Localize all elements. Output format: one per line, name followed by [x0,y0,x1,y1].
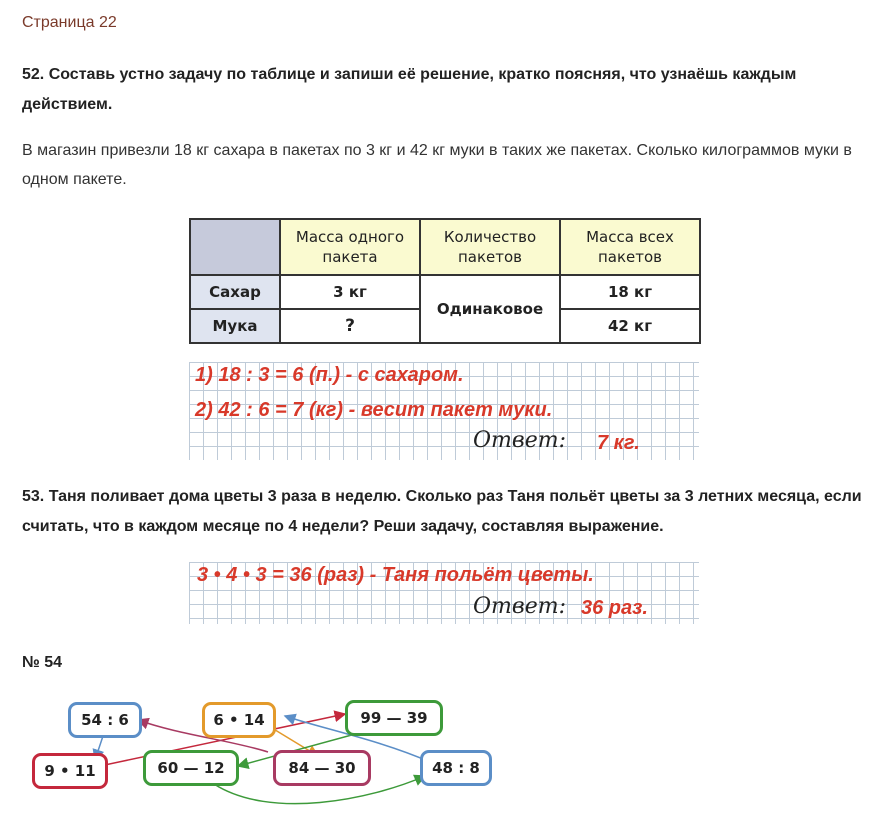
node-84-minus-30: 84 — 30 [273,750,371,786]
table-header-mass-one: Масса одного пакета [280,219,420,275]
node-54-div-6: 54 : 6 [68,702,142,738]
cell-count-merged: Одинаковое [420,275,560,343]
answer-value-53: 36 раз. [581,597,648,619]
data-table [189,218,701,344]
solution-53-line: 3 • 4 • 3 = 36 (раз) - Таня польёт цветы. [197,564,594,586]
cell-sugar-mass-one: 3 кг [280,275,420,309]
solution-grid-52 [189,362,699,460]
node-60-minus-12: 60 — 12 [143,750,239,786]
table-header-mass-all: Масса всех пакетов [560,219,700,275]
node-9-mul-11: 9 • 11 [32,753,108,789]
answer-label-52: Ответ: [473,428,566,453]
task-53-heading: 53. Таня поливает дома цветы 3 раза в неделю. Сколько раз Таня польёт цветы за 3 летних месяца, если считать, что в каждом месяце по 4 недели? Реши задачу, составляя выражение. [22,488,862,535]
task-52-heading: 52. Составь устно задачу по таблице и запиши её решение, кратко поясняя, что узнаёшь каждым действием. [22,66,797,113]
page-title: Страница 22 [22,14,117,31]
node-48-div-8: 48 : 8 [420,750,492,786]
cell-sugar-total: 18 кг [560,275,700,309]
row-label-sugar: Сахар [190,275,280,309]
row-label-flour: Мука [190,309,280,343]
task-52-text: В магазин привезли 18 кг сахара в пакетах по 3 кг и 42 кг муки в таких же пакетах. Сколько килограммов муки в одном пакете. [22,142,852,188]
solution-grid-53 [189,562,699,624]
table-corner-cell [190,219,280,275]
task-54-heading: № 54 [22,654,63,671]
cell-flour-mass-one: ? [280,309,420,343]
answer-label-53: Ответ: [473,594,566,619]
solution-line-2: 2) 42 : 6 = 7 (кг) - весит пакет муки. [195,399,553,421]
table-header-count: Количество пакетов [420,219,560,275]
node-99-minus-39: 99 — 39 [345,700,443,736]
answer-value-52: 7 кг. [597,432,640,454]
solution-line-1: 1) 18 : 3 = 6 (п.) - с сахаром. [195,364,464,386]
node-6-mul-14: 6 • 14 [202,702,276,738]
cell-flour-total: 42 кг [560,309,700,343]
